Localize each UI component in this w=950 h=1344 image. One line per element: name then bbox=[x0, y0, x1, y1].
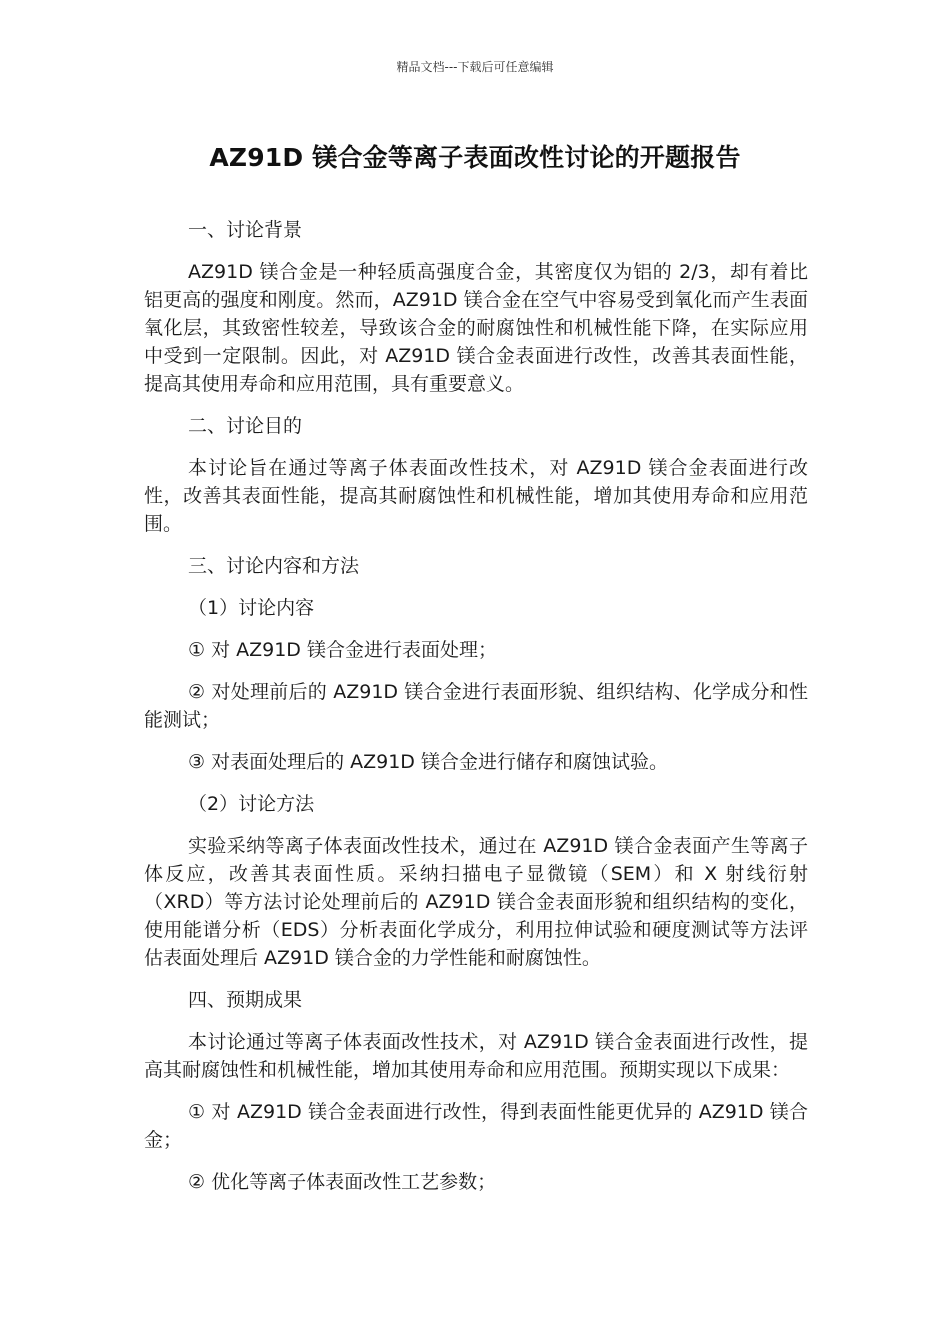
section-heading-purpose: 二、讨论目的 bbox=[188, 415, 303, 437]
subheading-content: （1）讨论内容 bbox=[188, 597, 315, 619]
page-header: 精品文档---下载后可任意编辑 bbox=[396, 60, 554, 74]
paragraph-purpose: 本讨论旨在通过等离子体表面改性技术，对 AZ91D 镁合金表面进行改性，改善其表面性能，提高其耐腐蚀性和机械性能，增加其使用寿命和应用范围。 bbox=[144, 457, 808, 535]
subheading-methods: （2）讨论方法 bbox=[188, 793, 315, 815]
section-heading-background: 一、讨论背景 bbox=[188, 219, 303, 241]
list-item: ② 对处理前后的 AZ91D 镁合金进行表面形貌、组织结构、化学成分和性能测试； bbox=[144, 681, 808, 731]
section-heading-expected-results: 四、预期成果 bbox=[188, 989, 303, 1011]
list-item: ③ 对表面处理后的 AZ91D 镁合金进行储存和腐蚀试验。 bbox=[188, 751, 668, 773]
section-heading-content-methods: 三、讨论内容和方法 bbox=[188, 555, 360, 577]
document-title: AZ91D 镁合金等离子表面改性讨论的开题报告 bbox=[209, 143, 741, 172]
document-body bbox=[144, 216, 808, 1210]
paragraph-methods: 实验采纳等离子体表面改性技术，通过在 AZ91D 镁合金表面产生等离子体反应，改善其表面性质。采纳扫描电子显微镜（SEM）和 X 射线衍射（XRD）等方法讨论处理前后的 AZ91D 镁合金表面形貌和组织结构的变化，使用能谱分析（EDS）分析表面化学成分，利用拉伸试验和硬度测试等方法评估表面处理后 AZ91D 镁合金的力学性能和耐腐蚀性。 bbox=[144, 835, 808, 969]
paragraph-background: AZ91D 镁合金是一种轻质高强度合金，其密度仅为铝的 2/3，却有着比铝更高的强度和刚度。然而，AZ91D 镁合金在空气中容易受到氧化而产生表面氧化层，其致密性较差，导致该合金的耐腐蚀性和机械性能下降，在实际应用中受到一定限制。因此，对 AZ91D 镁合金表面进行改性，改善其表面性能，提高其使用寿命和应用范围，具有重要意义。 bbox=[144, 261, 808, 395]
paragraph-expected-results: 本讨论通过等离子体表面改性技术，对 AZ91D 镁合金表面进行改性，提高其耐腐蚀性和机械性能，增加其使用寿命和应用范围。预期实现以下成果： bbox=[144, 1031, 808, 1081]
list-item: ① 对 AZ91D 镁合金表面进行改性，得到表面性能更优异的 AZ91D 镁合金； bbox=[144, 1101, 808, 1151]
list-item: ② 优化等离子体表面改性工艺参数； bbox=[188, 1171, 497, 1193]
list-item: ① 对 AZ91D 镁合金进行表面处理； bbox=[188, 639, 497, 661]
